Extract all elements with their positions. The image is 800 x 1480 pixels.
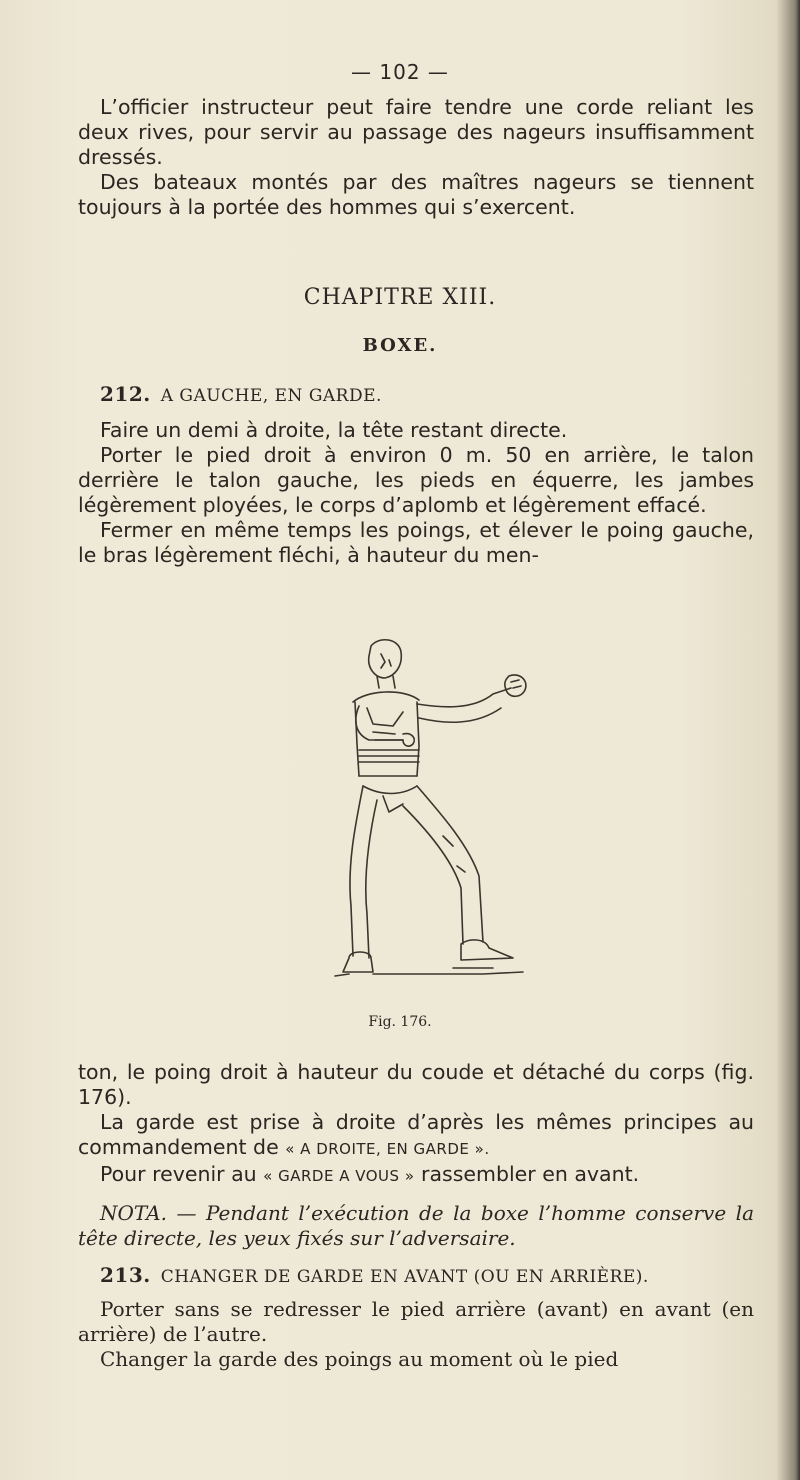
- nota-paragraph: [78, 1201, 754, 1251]
- nota-label: NOTA.: [100, 1201, 167, 1225]
- figure-caption: Fig. 176.: [368, 1014, 432, 1030]
- section-213-heading: [78, 1263, 754, 1287]
- return-paragraph: [78, 1162, 754, 1189]
- intro-paragraph-1: L’officier instructeur peut faire tendre une corde reliant les deux rives, pour servir au passage des nageurs insuffisamment dressés.: [78, 95, 754, 169]
- nota-text: — Pendant l’exécution de la boxe l’homme conserve la tête directe, les yeux fixés sur l’adversaire.: [78, 1201, 755, 1250]
- right-guard-paragraph: [78, 1110, 754, 1162]
- command-attention: « GARDE A VOUS »: [263, 1167, 415, 1185]
- section-212-heading: [78, 382, 754, 406]
- section-213-paragraph-1: Porter sans se redresser le pied arrière (avant) en avant (en arrière) de l’autre.: [78, 1297, 754, 1346]
- section-212: [78, 382, 754, 568]
- return-text-b: rassembler en avant.: [421, 1162, 640, 1186]
- section-213-number: 213.: [100, 1263, 151, 1287]
- after-figure-text: [78, 1060, 754, 1372]
- command-right-guard: « A DROITE, EN GARDE ».: [285, 1140, 490, 1158]
- intro-text: [78, 95, 754, 220]
- page-number: — 102 —: [351, 60, 449, 84]
- section-212-title: A GAUCHE, EN GARDE.: [160, 386, 382, 406]
- section-212-number: 212.: [100, 382, 151, 406]
- boxer-guard-illustration: [333, 636, 533, 1001]
- right-guard-text: La garde est prise à droite d’après les mêmes principes au commandement de: [78, 1110, 754, 1159]
- section-212-paragraph-2: Porter le pied droit à environ 0 m. 50 en arrière, le talon derrière le talon gauche, les pieds en équerre, les jambes légèrement ployées, le corps d’aplomb et légèrement effacé.: [78, 443, 754, 517]
- intro-paragraph-2: Des bateaux montés par des maîtres nageurs se tiennent toujours à la portée des hommes qui s’exercent.: [78, 170, 754, 219]
- section-212-paragraph-3: Fermer en même temps les poings, et élever le poing gauche, le bras légèrement fléchi, à hauteur du men-: [78, 518, 754, 567]
- section-212-paragraph-1: Faire un demi à droite, la tête restant directe.: [100, 418, 568, 442]
- return-text-a: Pour revenir au: [100, 1162, 257, 1186]
- continuation-paragraph: ton, le poing droit à hauteur du coude et détaché du corps (fig. 176).: [78, 1060, 754, 1109]
- chapter-subject: BOXE.: [362, 335, 438, 356]
- chapter-title: CHAPITRE XIII.: [303, 285, 497, 310]
- section-213-paragraph-2: Changer la garde des poings au moment où le pied: [100, 1347, 619, 1371]
- section-213-title: CHANGER DE GARDE EN AVANT (OU EN ARRIÈRE).: [160, 1267, 649, 1287]
